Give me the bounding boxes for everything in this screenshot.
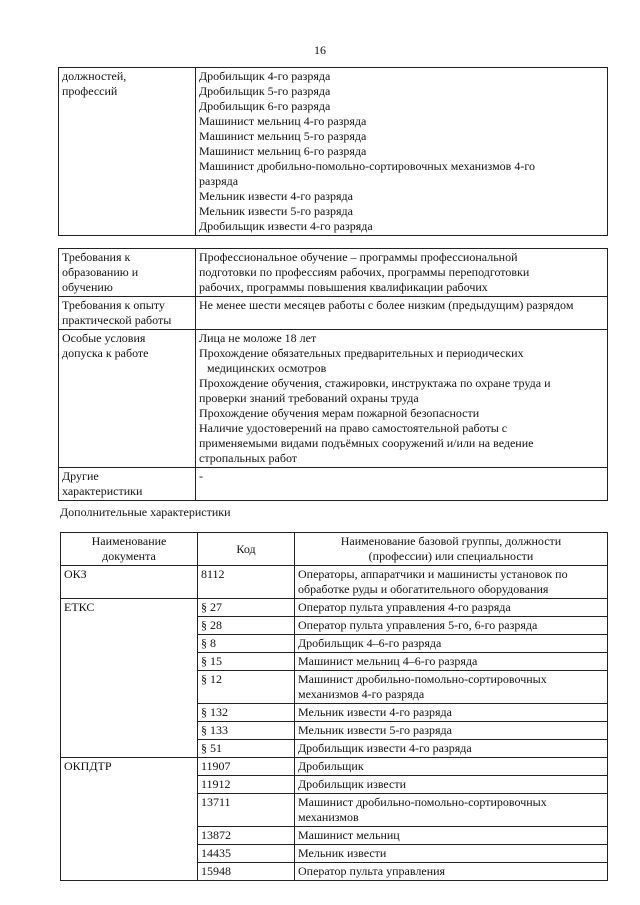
doc-cell: ЕТКС — [61, 599, 198, 758]
table-row — [61, 758, 608, 776]
list-item: Машинист мельниц 6-го разряда — [199, 144, 367, 158]
name-line: Оператор пульта управления — [298, 864, 446, 878]
additional-characteristics-table — [60, 532, 608, 881]
admission-label — [59, 330, 196, 468]
code-cell: 14435 — [198, 845, 295, 863]
list-item: Машинист дробильно-помольно-сортировочных механизмов 4-го — [199, 159, 535, 173]
list-item: Мельник извести 5-го разряда — [199, 204, 353, 218]
header-line: Наименование базовой группы, должности — [340, 534, 562, 548]
value-line: Профессиональное обучение – программы профессиональной — [199, 250, 518, 264]
label-line: Другие — [62, 469, 99, 483]
education-label — [59, 249, 196, 297]
code-cell: 13711 — [198, 794, 295, 827]
requirements-table — [58, 248, 608, 501]
code-cell: § 12 — [198, 671, 295, 704]
name-line: Мельник извести 5-го разряда — [298, 723, 452, 737]
table-row — [61, 599, 608, 617]
header-line: Наименование — [91, 534, 167, 548]
name-line: Машинист мельниц 4–6-го разряда — [298, 654, 478, 668]
table-row — [59, 297, 608, 330]
name-line: Оператор пульта управления 5-го, 6-го разряда — [298, 618, 538, 632]
table-row — [59, 249, 608, 297]
value-line: Прохождение обязательных предварительных и периодических — [199, 346, 524, 360]
code-cell: § 133 — [198, 722, 295, 740]
list-item: Дробильщик 6-го разряда — [199, 99, 331, 113]
table-row — [59, 330, 608, 468]
name-cell — [295, 845, 608, 863]
name-line: механизмов — [298, 810, 359, 824]
name-cell — [295, 704, 608, 722]
value-line: проверки знаний требований охраны труда — [199, 391, 419, 405]
name-cell — [295, 827, 608, 845]
other-value — [196, 468, 608, 501]
list-item: Дробильщик 4-го разряда — [199, 69, 331, 83]
name-cell — [295, 671, 608, 704]
name-line: Машинист мельниц — [298, 828, 400, 842]
doc-header — [61, 533, 198, 566]
name-cell — [295, 617, 608, 635]
name-cell — [295, 653, 608, 671]
label-line: Особые условия — [62, 331, 146, 345]
list-item: Машинист мельниц 5-го разряда — [199, 129, 367, 143]
value-line: Наличие удостоверений на право самостоятельной работы с — [199, 421, 508, 435]
name-cell — [295, 776, 608, 794]
positions-table — [58, 67, 608, 236]
code-cell: § 132 — [198, 704, 295, 722]
doc-cell: ОКЗ — [61, 566, 198, 599]
header-line: (профессии) или специальности — [368, 549, 534, 563]
value-line: медицинских осмотров — [207, 361, 327, 375]
code-cell: 13872 — [198, 827, 295, 845]
education-value — [196, 249, 608, 297]
name-cell — [295, 794, 608, 827]
name-header — [295, 533, 608, 566]
name-cell — [295, 566, 608, 599]
value-line: Прохождение обучения, стажировки, инструктажа по охране труда и — [199, 376, 551, 390]
name-cell — [295, 863, 608, 881]
code-cell: § 8 — [198, 635, 295, 653]
label-line: практической работы — [62, 313, 172, 327]
name-line: Дробильщик — [298, 759, 364, 773]
code-cell: § 51 — [198, 740, 295, 758]
name-line: Дробильщик извести 4-го разряда — [298, 741, 472, 755]
name-cell — [295, 599, 608, 617]
value-line: - — [199, 469, 203, 483]
value-line: Не менее шести месяцев работы с более низким (предыдущим) разрядом — [199, 298, 574, 312]
name-line: Мельник извести — [298, 846, 387, 860]
value-line: Прохождение обучения мерам пожарной безопасности — [199, 406, 480, 420]
header-line: документа — [102, 549, 156, 563]
code-cell: 11907 — [198, 758, 295, 776]
page-number: 16 — [314, 43, 326, 57]
list-item: Мельник извести 4-го разряда — [199, 189, 353, 203]
table-header-row — [61, 533, 608, 566]
name-line: Мельник извести 4-го разряда — [298, 705, 452, 719]
label-line: Требования к — [62, 250, 131, 264]
value-line: рабочих, программы повышения квалификации рабочих — [199, 280, 488, 294]
name-line: Дробильщик извести — [298, 777, 407, 791]
list-item: разряда — [199, 174, 239, 188]
admission-value — [196, 330, 608, 468]
list-item: Дробильщик 5-го разряда — [199, 84, 331, 98]
value-line: подготовки по профессиям рабочих, программы переподготовки — [199, 265, 530, 279]
value-line: стропальных работ — [199, 451, 298, 465]
code-cell: § 15 — [198, 653, 295, 671]
label-line: обучению — [62, 280, 113, 294]
name-line: Машинист дробильно-помольно-сортировочных — [298, 672, 547, 686]
list-item: Машинист мельниц 4-го разряда — [199, 114, 367, 128]
table-row — [59, 68, 608, 236]
name-line: Машинист дробильно-помольно-сортировочных — [298, 795, 547, 809]
name-cell — [295, 722, 608, 740]
code-cell: § 28 — [198, 617, 295, 635]
code-cell: 11912 — [198, 776, 295, 794]
name-cell — [295, 758, 608, 776]
label-line: образованию и — [62, 265, 139, 279]
value-line: применяемыми видами подъёмных сооружений и/или на ведение — [199, 436, 534, 450]
code-cell: 15948 — [198, 863, 295, 881]
label-line: допуска к работе — [62, 346, 149, 360]
code-cell: 8112 — [198, 566, 295, 599]
other-label — [59, 468, 196, 501]
label-line: должностей, — [62, 69, 127, 83]
name-line: Дробильщик 4–6-го разряда — [298, 636, 442, 650]
list-item: Дробильщик извести 4-го разряда — [199, 219, 373, 233]
code-header: Код — [198, 533, 295, 566]
positions-label — [59, 68, 196, 236]
name-line: Оператор пульта управления 4-го разряда — [298, 600, 511, 614]
doc-cell: ОКПДТР — [61, 758, 198, 881]
name-line: Операторы, аппаратчики и машинисты установок по — [298, 567, 568, 581]
label-line: характеристики — [62, 484, 143, 498]
name-line: обработке руды и обогатительного оборудования — [298, 582, 549, 596]
code-cell: § 27 — [198, 599, 295, 617]
name-cell — [295, 740, 608, 758]
label-line: Требования к опыту — [62, 298, 165, 312]
value-line: Лица не моложе 18 лет — [199, 331, 317, 345]
label-line: профессий — [62, 84, 118, 98]
name-line: механизмов 4-го разряда — [298, 687, 425, 701]
section-title: Дополнительные характеристики — [60, 505, 231, 519]
table-row — [61, 566, 608, 599]
table-row — [59, 468, 608, 501]
experience-label — [59, 297, 196, 330]
name-cell — [295, 635, 608, 653]
table-body — [61, 566, 608, 881]
positions-list — [196, 68, 608, 236]
experience-value — [196, 297, 608, 330]
